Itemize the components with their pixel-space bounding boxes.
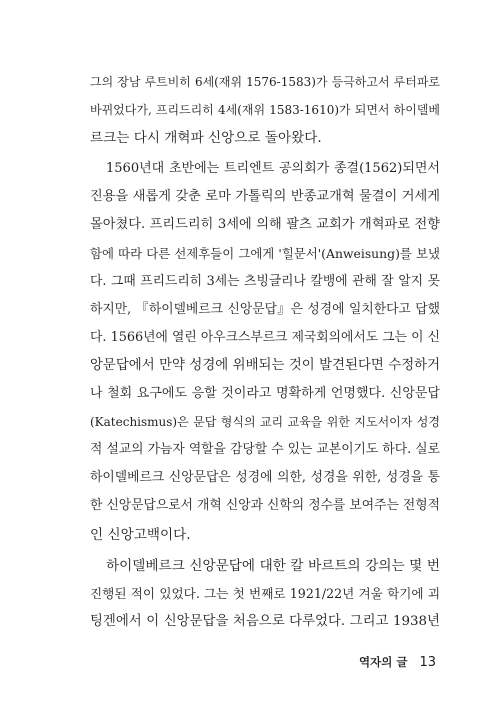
page-body	[90, 68, 440, 636]
text-line: 함에 따라 다른 선제후들이 그에게 '힐문서'(Anweisung)를 보냈	[90, 245, 440, 261]
text-line: 하지만, 『하이델베르크 신앙문답』은 성경에 일치한다고 답했	[90, 301, 440, 317]
text-line: 앙문답에서 만약 성경에 위배되는 것이 발견된다면 수정하거	[90, 357, 440, 373]
paragraph-2	[90, 155, 440, 548]
page-footer	[359, 654, 436, 670]
text-line: 몰아쳤다. 프리드리히 3세에 의해 팔츠 교회가 개혁파로 전향	[90, 217, 440, 233]
text-line: 다. 1566년에 열린 아우크스부르크 제국회의에서도 그는 이 신	[90, 329, 440, 345]
text-line: 하이델베르크 신앙문답은 성경에 의한, 성경을 위한, 성경을 통	[90, 470, 440, 486]
text-line: 진용을 새롭게 갖춘 로마 가톨릭의 반종교개혁 물결이 거세게	[90, 189, 440, 205]
text-line: 인 신앙고백이다.	[90, 526, 191, 543]
text-line: 진행된 적이 있었다. 그는 첫 번째로 1921/22년 겨울 학기에 괴	[90, 585, 440, 601]
text-line: (Katechismus)은 문답 형식의 교리 교육을 위한 지도서이자 성경	[90, 415, 440, 430]
page-number: 13	[419, 655, 436, 670]
text-line: 다. 그때 프리드리히 3세는 츠빙글리나 칼뱅에 관해 잘 알지 못	[90, 273, 440, 289]
text-line: 그의 장남 루트비히 6세(재위 1576-1583)가 등극하고서 루터파로	[90, 75, 440, 89]
text-line: 적 설교의 가늠자 역할을 감당할 수 있는 교본이기도 하다. 실로	[90, 442, 440, 458]
text-line: 1560년대 초반에는 트리엔트 공의회가 종결(1562)되면서	[106, 161, 440, 177]
running-footer-label: 역자의 글	[359, 655, 408, 669]
text-line: 르크는 다시 개혁파 신앙으로 돌아왔다.	[90, 130, 322, 147]
text-line: 바뀌었다가, 프리드리히 4세(재위 1583-1610)가 되면서 하이델베	[90, 103, 440, 118]
paragraph-1	[90, 68, 440, 152]
text-line: 팅겐에서 이 신앙문답을 처음으로 다루었다. 그리고 1938년	[90, 613, 440, 629]
text-line: 하이델베르크 신앙문답에 대한 칼 바르트의 강의는 몇 번	[106, 557, 440, 574]
paragraph-3	[90, 552, 440, 636]
text-line: 나 철회 요구에도 응할 것이라고 명확하게 언명했다. 신앙문답	[90, 386, 440, 402]
text-line: 한 신앙문답으로서 개혁 신앙과 신학의 정수를 보여주는 전형적	[90, 498, 440, 514]
